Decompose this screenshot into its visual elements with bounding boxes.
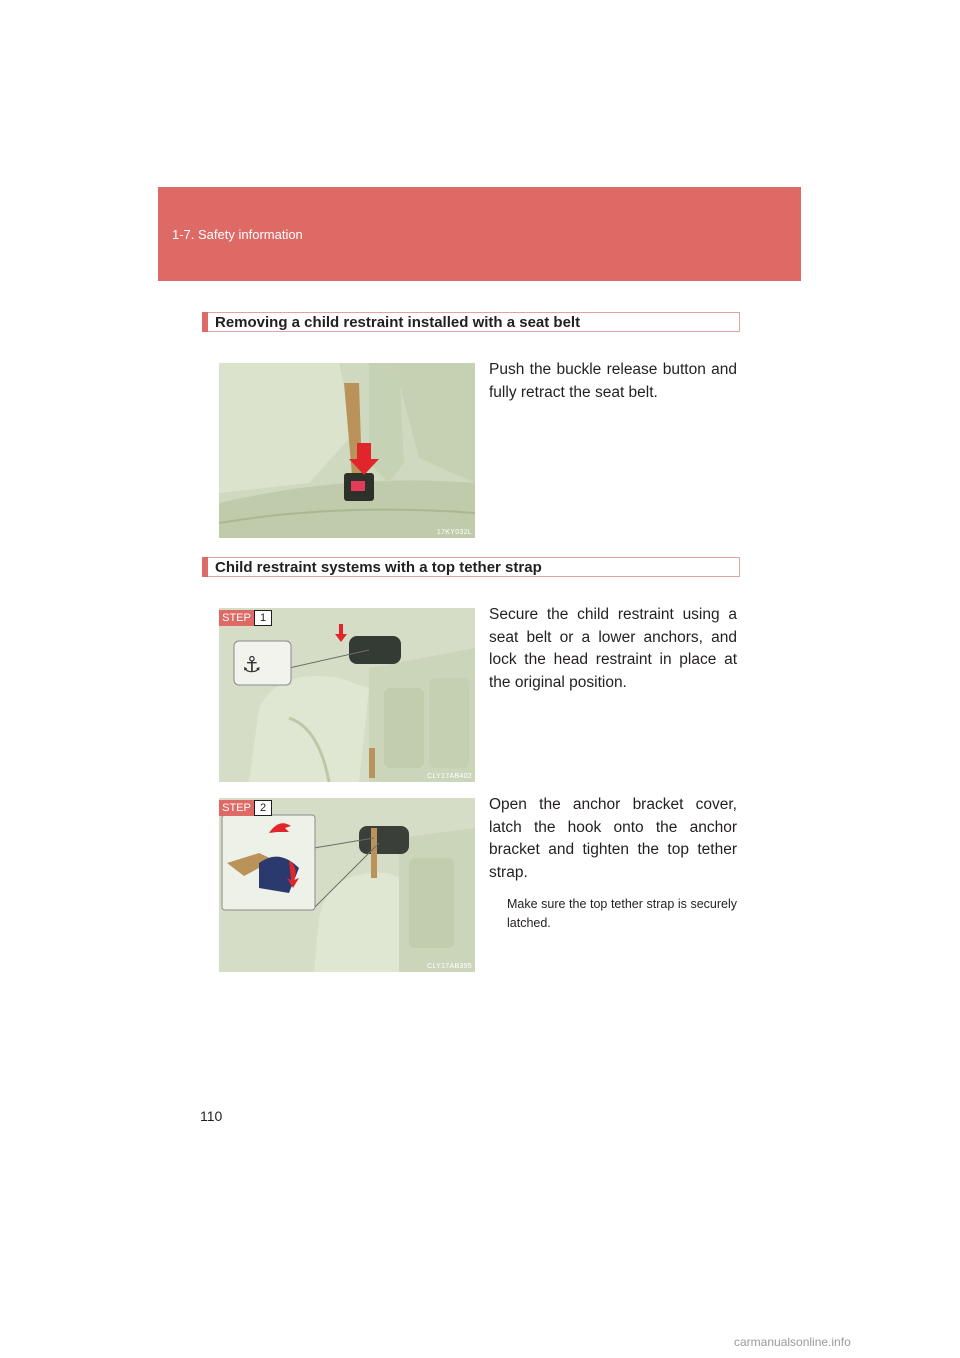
step2-note: Make sure the top tether strap is securely latched.	[507, 897, 737, 930]
step-number: 2	[254, 800, 272, 816]
section-title-removing	[202, 312, 740, 332]
figure-buckle-release	[219, 363, 475, 538]
step-2-badge	[219, 800, 272, 816]
step-label: STEP	[219, 800, 254, 816]
figure-step2-anchor-bracket	[219, 798, 475, 972]
figure-code: 17KY032L	[436, 529, 472, 536]
page-number: 110	[200, 1108, 223, 1124]
watermark: carmanualsonline.info	[734, 1335, 851, 1349]
section-title-text: Child restraint systems with a top tether strap	[215, 559, 542, 576]
section-marker	[202, 557, 208, 577]
step-1-badge	[219, 610, 272, 626]
chapter-header	[158, 187, 801, 281]
step-number: 1	[254, 610, 272, 626]
figure-code: CLY17AB395	[427, 963, 472, 970]
figure-code: CLY17AB402	[427, 773, 472, 780]
seat-illustration	[219, 608, 475, 782]
figure-step1-head-restraint	[219, 608, 475, 782]
step1-text: Secure the child restraint using a seat belt or a lower anchors, and lock the head restraint in place at the original position.	[489, 606, 737, 691]
section-title-text: Removing a child restraint installed with a seat belt	[215, 314, 581, 331]
anchor-illustration	[219, 798, 475, 972]
section-title-top-tether	[202, 557, 740, 577]
breadcrumb: 1-7. Safety information	[172, 227, 303, 242]
step-label: STEP	[219, 610, 254, 626]
section-marker	[202, 312, 208, 332]
svg-text:⚓: ⚓	[242, 653, 262, 678]
buckle-illustration	[219, 363, 475, 538]
section1-text: Push the buckle release button and fully retract the seat belt.	[489, 361, 737, 401]
step2-text: Open the anchor bracket cover, latch the hook onto the anchor bracket and tighten the top tether strap.	[489, 796, 737, 881]
